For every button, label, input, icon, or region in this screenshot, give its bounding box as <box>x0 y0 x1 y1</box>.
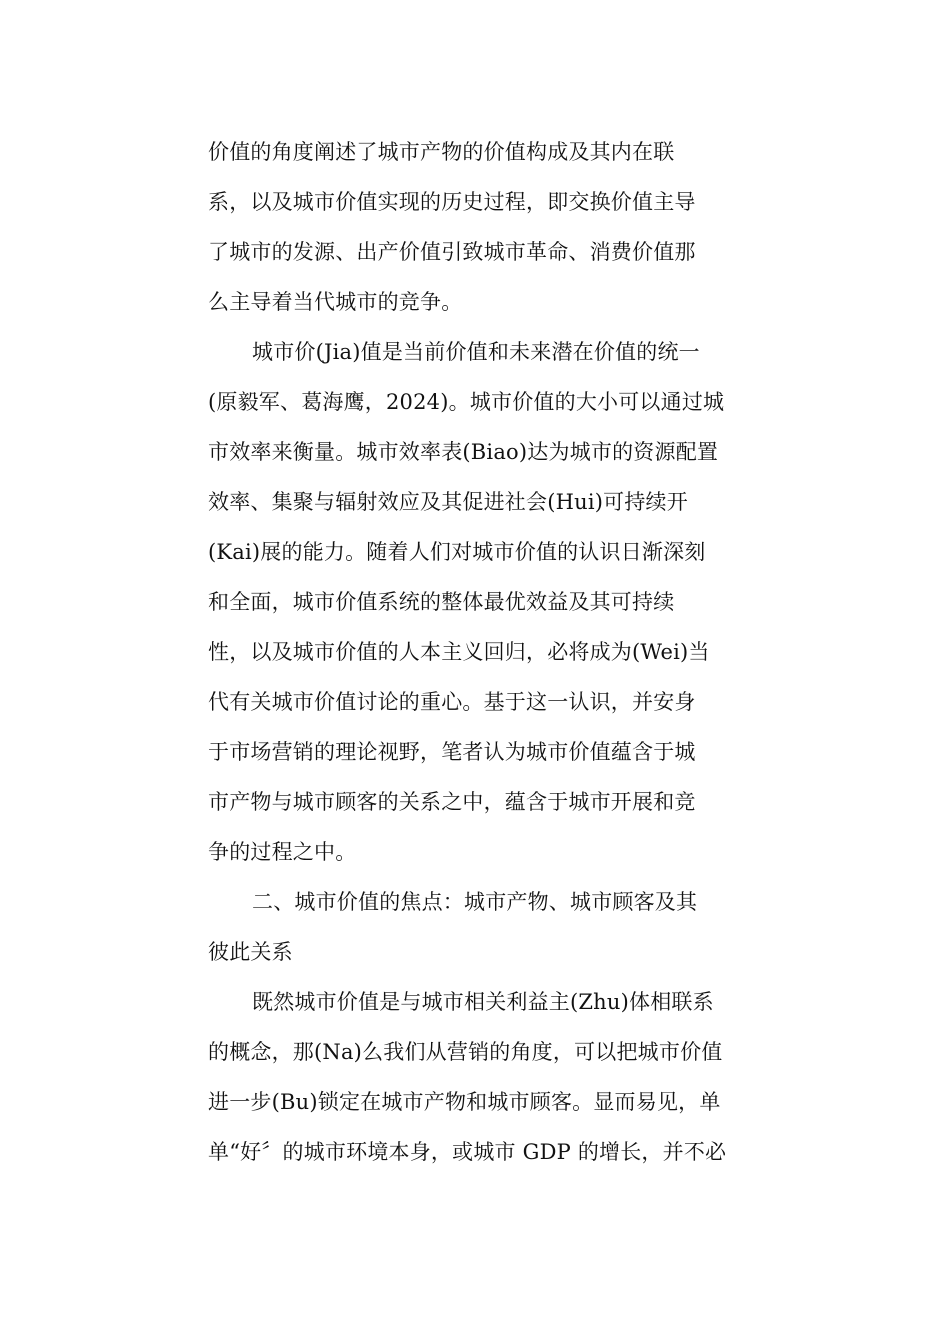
text-line: 争的过程之中。 <box>208 840 357 864</box>
text-line: 代有关城市价值讨论的重心。基于这一认识，并安身 <box>208 690 696 714</box>
text-line: 效率、集聚与辐射效应及其促进社会(Hui)可持续开 <box>208 490 688 514</box>
text-line: 城市价(Jia)值是当前价值和未来潜在价值的统一 <box>252 340 700 364</box>
text-line: 性，以及城市价值的人本主义回归，必将成为(Wei)当 <box>208 640 710 664</box>
text-line: 价值的角度阐述了城市产物的价值构成及其内在联 <box>208 140 675 164</box>
text-line: 市产物与城市顾客的关系之中，蕴含于城市开展和竞 <box>208 790 696 814</box>
text-line: (Kai)展的能力。随着人们对城市价值的认识日渐深刻 <box>208 540 706 564</box>
text-line: 彼此关系 <box>208 940 293 964</box>
paragraph <box>208 327 748 877</box>
text-line: (原毅军、葛海鹰，2024)。城市价值的大小可以通过城 <box>208 390 725 414</box>
text-line: 和全面，城市价值系统的整体最优效益及其可持续 <box>208 590 675 614</box>
text-line: 进一步(Bu)锁定在城市产物和城市顾客。显而易见，单 <box>208 1090 721 1114</box>
text-line: 系，以及城市价值实现的历史过程，即交换价值主导 <box>208 190 696 214</box>
body-text <box>208 127 748 1177</box>
paragraph <box>208 127 748 327</box>
text-line: 于市场营销的理论视野，笔者认为城市价值蕴含于城 <box>208 740 696 764</box>
section-heading <box>208 877 748 977</box>
text-line: 既然城市价值是与城市相关利益主(Zhu)体相联系 <box>252 990 714 1014</box>
paragraph <box>208 977 748 1177</box>
text-line: 的概念，那(Na)么我们从营销的角度，可以把城市价值 <box>208 1040 723 1064</box>
text-line: 二、城市价值的焦点：城市产物、城市顾客及其 <box>252 890 698 914</box>
text-line: 单“好〞的城市环境本身，或城市 GDP 的增长，并不必 <box>208 1140 727 1164</box>
text-line: 么主导着当代城市的竞争。 <box>208 290 463 314</box>
text-line: 了城市的发源、出产价值引致城市革命、消费价值那 <box>208 240 696 264</box>
text-line: 市效率来衡量。城市效率表(Biao)达为城市的资源配置 <box>208 440 719 464</box>
